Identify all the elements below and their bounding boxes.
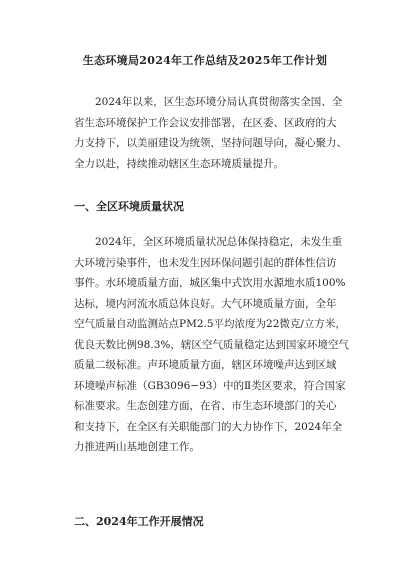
- section-heading: 二、2024年工作开展情况: [74, 515, 204, 528]
- paragraph-line: 标准要求。生态创建方面，在省、市生态环境部门的关心: [74, 400, 337, 412]
- intro-paragraph: [74, 92, 347, 174]
- paragraph-line: 2024年以来，区生态环境分局认真贯彻落实全国、全: [95, 96, 343, 108]
- paragraph-line: 达标，境内河流水质总体良好。大气环境质量方面，全年: [74, 297, 337, 310]
- paragraph-line: 力支持下，以美丽建设为统领，坚持问题导向，凝心聚力、: [74, 137, 347, 149]
- section1-paragraph: [74, 232, 349, 458]
- paragraph-line: 空气质量自动监测站点PM2.5平均浓度为22微克/立方米，: [74, 318, 346, 330]
- paragraph-line: 省生态环境保护工作会议安排部署，在区委、区政府的大: [74, 116, 337, 129]
- paragraph-line: 和支持下，在全区有关职能部门的大力协作下，2024年全: [74, 420, 343, 433]
- section-heading: 一、全区环境质量状况: [74, 200, 184, 213]
- paragraph-line: 2024年，全区环境质量状况总体保持稳定，未发生重: [95, 236, 343, 248]
- paragraph-line: 力推进两山基地创建工作。: [74, 441, 200, 453]
- paragraph-line: 质量二级标准。声环境质量方面，辖区环境噪声达到区域: [74, 359, 337, 371]
- document-title: 生态环境局2024年工作总结及2025年工作计划: [82, 54, 328, 67]
- paragraph-line: 优良天数比例98.3%，辖区空气质量稳定达到国家环境空气: [74, 338, 349, 351]
- paragraph-line: 环境噪声标准（GB3096−93）中的Ⅱ类区要求，符合国家: [74, 379, 346, 392]
- paragraph-line: 大环境污染事件，也未发生因环保问题引起的群体性信访: [74, 256, 337, 269]
- paragraph-line: 事件。水环境质量方面，城区集中式饮用水源地水质100%: [74, 277, 346, 289]
- paragraph-line: 全力以赴，持续推动辖区生态环境质量提升。: [74, 157, 284, 170]
